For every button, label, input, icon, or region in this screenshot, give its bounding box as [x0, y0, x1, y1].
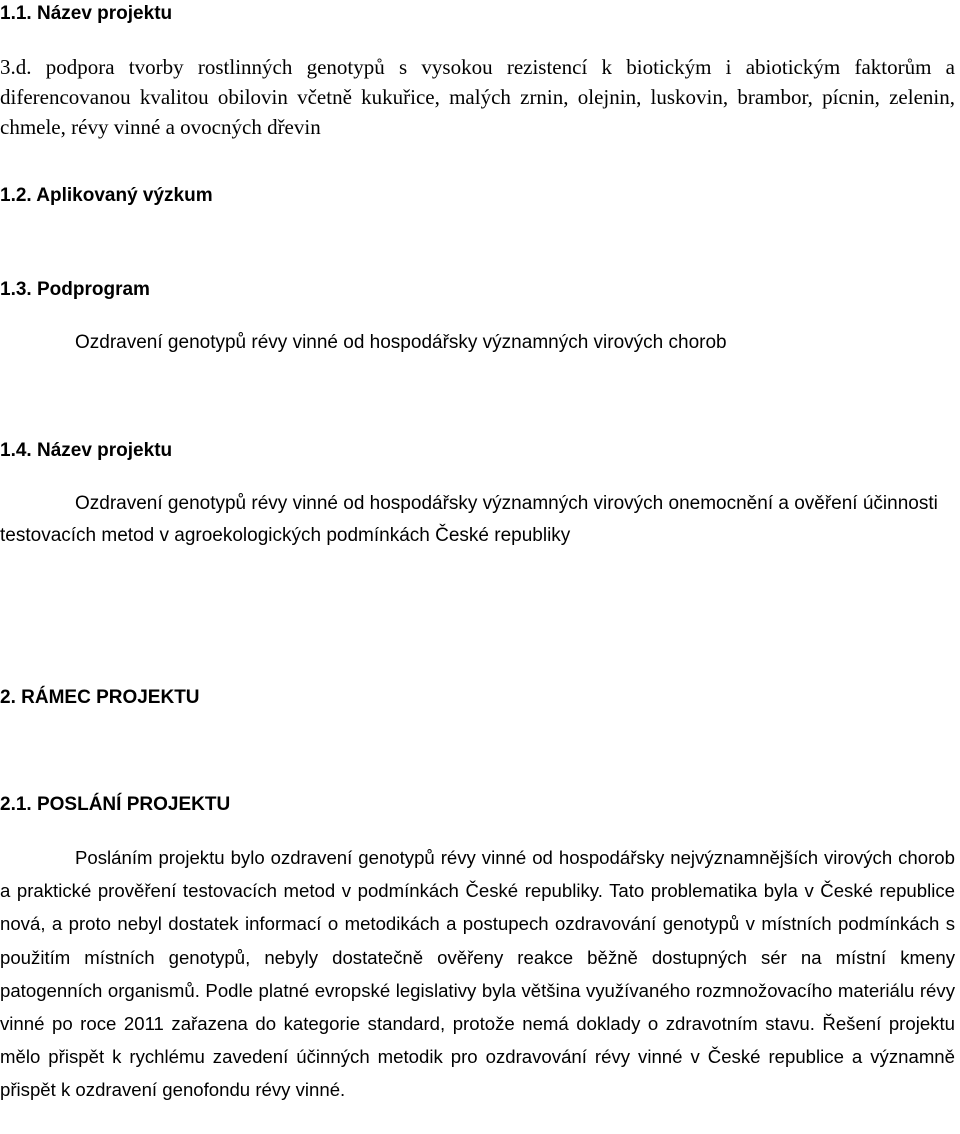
heading-2-1: 2.1. POSLÁNÍ PROJEKTU: [0, 794, 231, 815]
heading-1-1: 1.1. Název projektu: [0, 3, 173, 24]
paragraph-2-1: Posláním projektu bylo ozdravení genotypů révy vinné od hospodářsky nejvýznamnějších virových chorob a praktické prověření testovacích metod v podmínkách České republiky. Tato problematika byla v České republice nová, a proto nebyl dostatek informací o metodikách a postupech ozdravování genotypů v místních podmínkách s použitím místních genotypů, nebyly dostatečně ověřeny reakce běžně dostupných sér na místní kmeny patogenních organismů. Podle platné evropské legislativy byla většina využívaného rozmnožovacího materiálu révy vinné po roce 2011 zařazena do kategorie standard, protože nemá doklady o zdravotním stavu. Řešení projektu mělo přispět k rychlému zavedení účinných metodik pro ozdravování révy vinné v České republice a významně přispět k ozdravení genofondu révy vinné.: [0, 847, 955, 1101]
heading-1-4: 1.4. Název projektu: [0, 440, 173, 461]
paragraph-1-3: Ozdravení genotypů révy vinné od hospodářsky významných virových chorob: [75, 332, 727, 353]
paragraph-1-4: Ozdravení genotypů révy vinné od hospodářsky významných virových onemocnění a ověření účinnosti testovacích metod v agroekologických podmínkách České republiky: [0, 493, 938, 546]
heading-2: 2. RÁMEC PROJEKTU: [0, 687, 200, 708]
paragraph-1-1: 3.d. podpora tvorby rostlinných genotypů s vysokou rezistencí k biotickým i abiotickým faktorům a diferencovanou kvalitou obilovin včetně kukuřice, malých zrnin, olejnin, luskovin, brambor, pícnin, zelenin, chmele, révy vinné a ovocných dřevin: [0, 55, 955, 139]
heading-1-3: 1.3. Podprogram: [0, 279, 150, 300]
heading-1-2: 1.2. Aplikovaný výzkum: [0, 185, 213, 206]
